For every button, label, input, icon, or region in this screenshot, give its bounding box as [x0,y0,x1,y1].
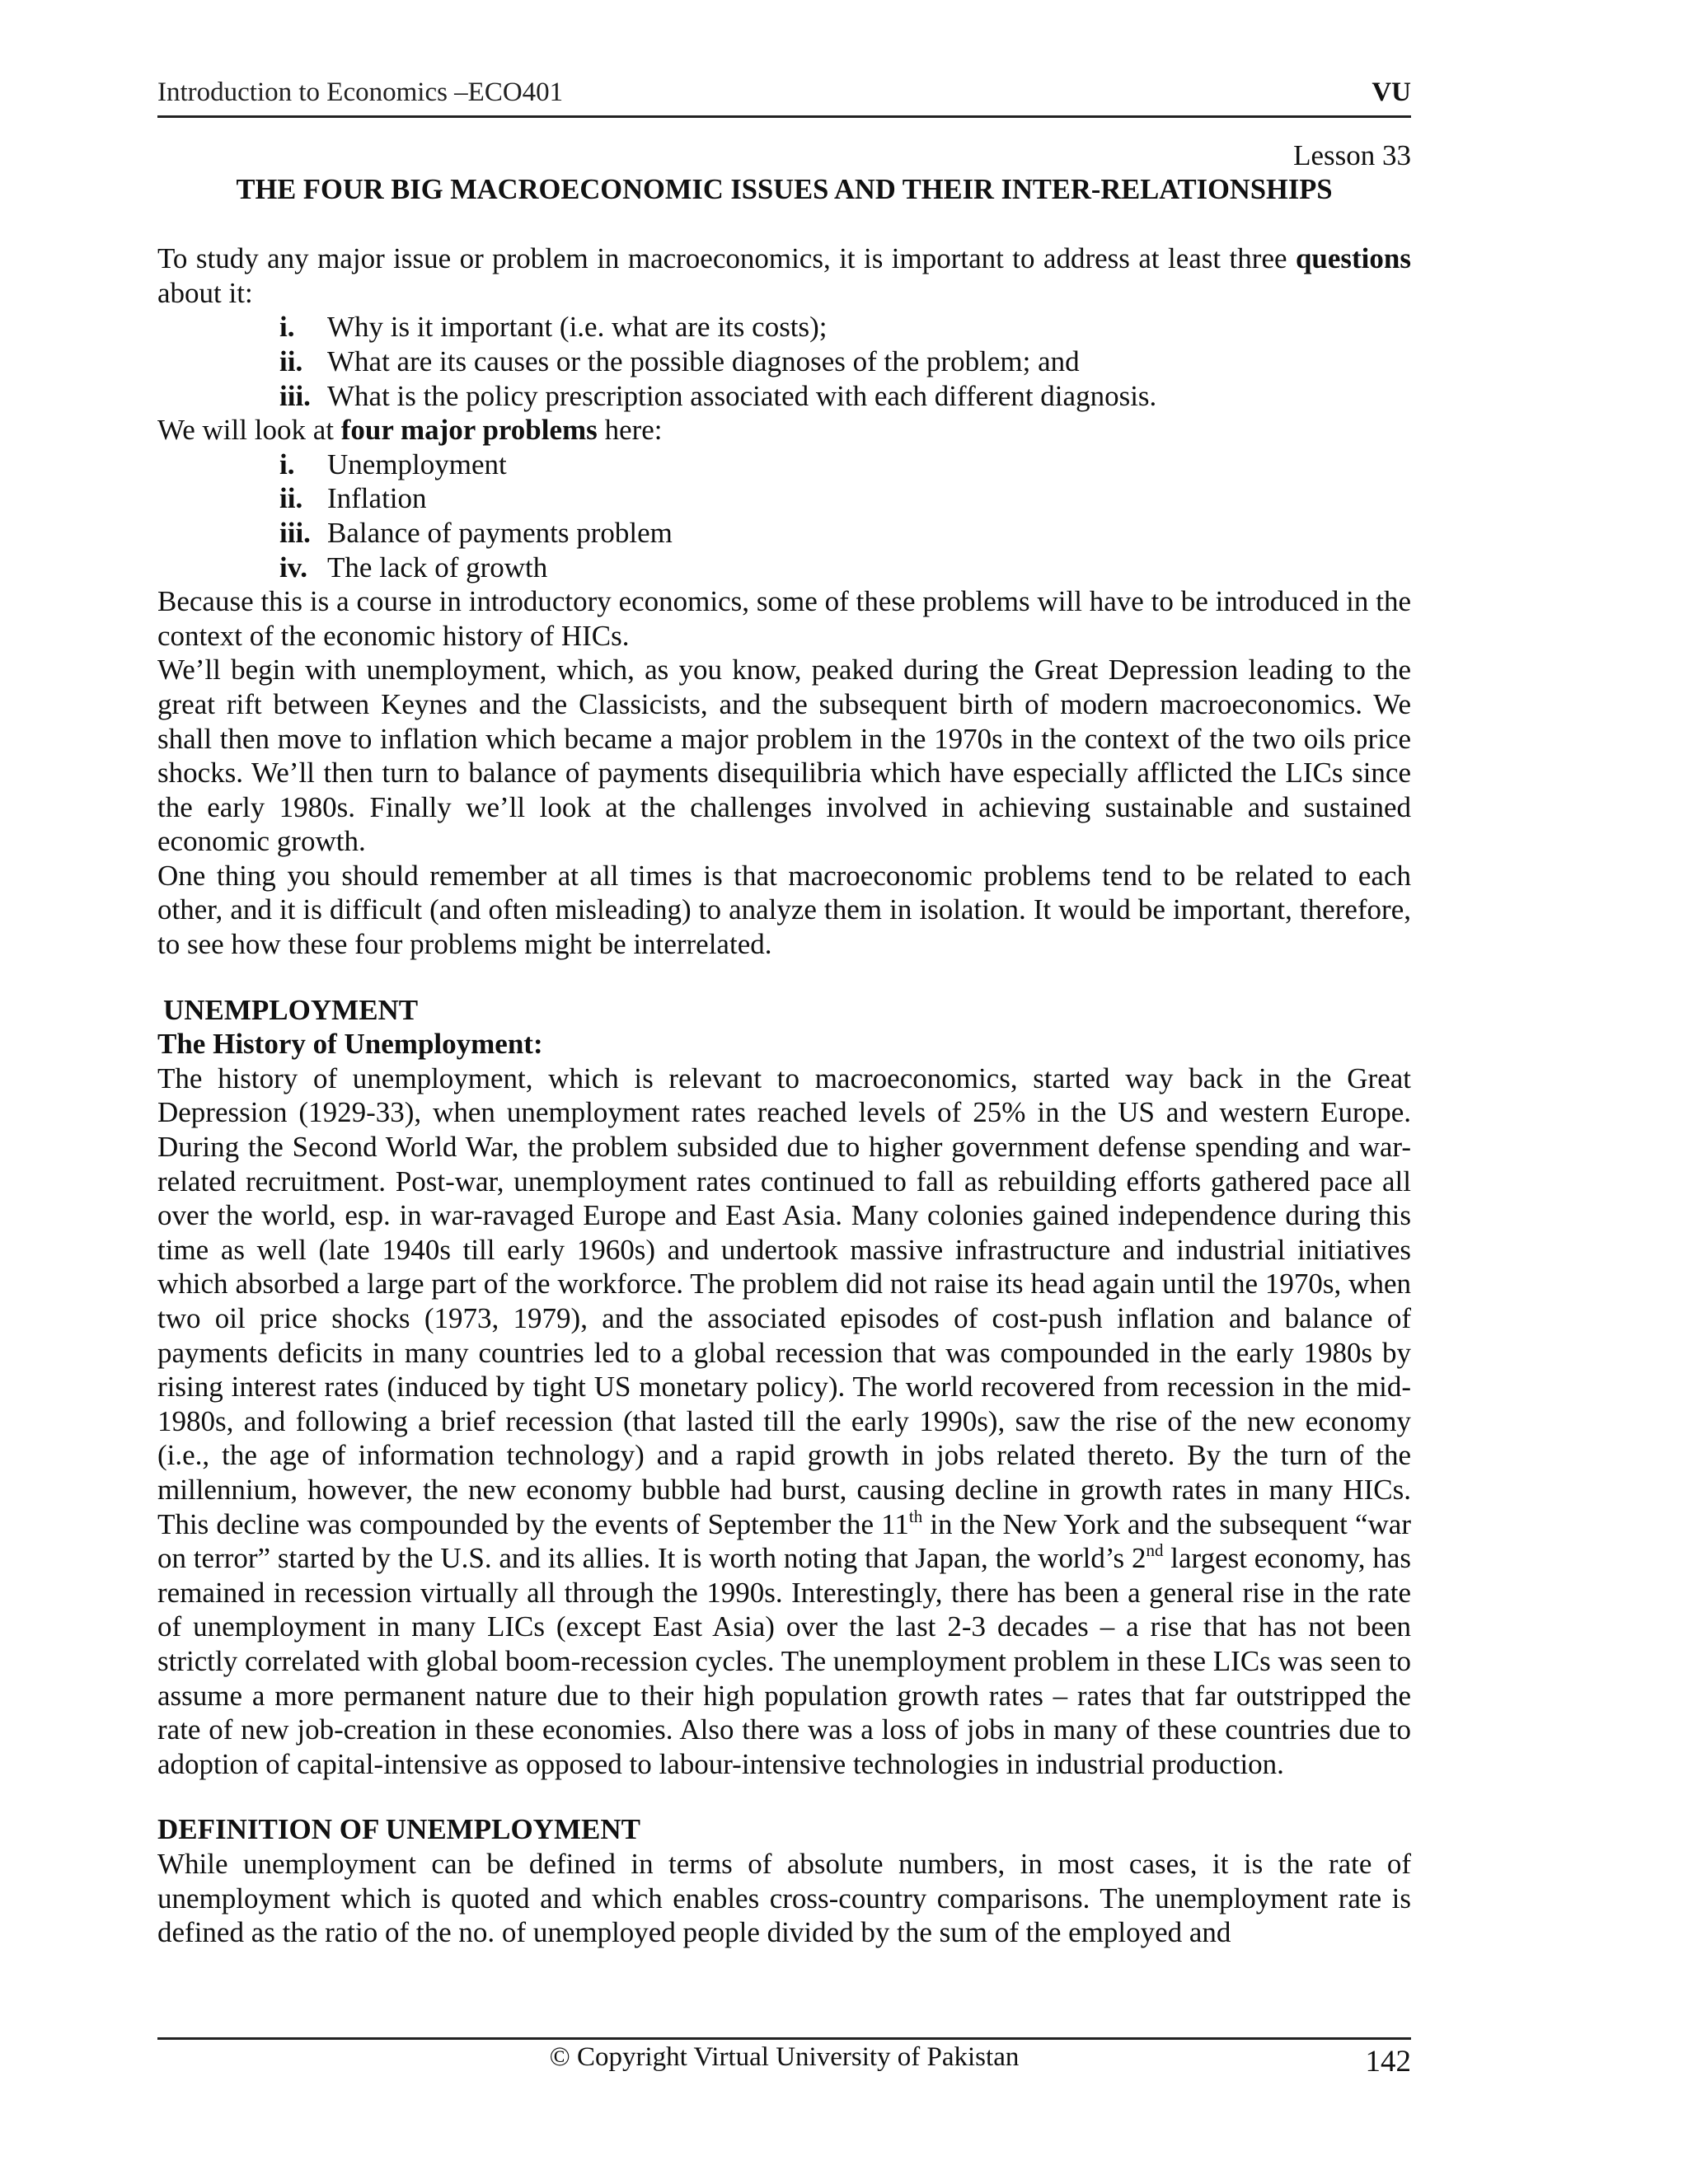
list-text: Unemployment [327,448,507,480]
problems-text-end: here: [597,414,663,447]
list-number: iv. [279,551,308,583]
list-text: Why is it important (i.e. what are its costs); [327,311,828,344]
copyright-notice: © Copyright Virtual University of Pakistan [549,2042,1020,2072]
history-text-3: largest economy, has remained in recession virtually all through the 1990s. Interestingly, there has been a general rise in the rate of unemployment in many LICs (except East Asia) over the last 2-3 decades – a rise that has not been strictly correlated with global boom-recession cycles. The unemployment problem in these LICs was seen to assume a more permanent nature due to their high population growth rates – rates that far outstripped the rate of new job-creation in these economies. Also there was a loss of jobs in many of these countries due to adoption of capital-intensive as opposed to labour-intensive technologies in industrial production. [157,1542,1411,1780]
lesson-number: Lesson 33 [1293,139,1411,171]
section-heading-unemployment: UNEMPLOYMENT [163,993,419,1026]
list-number: i. [279,448,295,480]
page-title: THE FOUR BIG MACROECONOMIC ISSUES AND THEIR INTER-RELATIONSHIPS [236,173,1333,205]
list-number: iii. [279,516,311,549]
paragraph-definition: While unemployment can be defined in terms of absolute numbers, in most cases, it is the rate of unemployment which is quoted and which enables cross-country comparisons. The unemployment rate is defined as the ratio of the no. of unemployed people divided by the sum of the employed and [157,1847,1411,1949]
list-item [157,448,1411,482]
problems-list [157,448,1411,584]
history-text-2: in the New York and the subsequent “war on terror” started by the U.S. and its allies. It is worth noting that Japan, the world’s 2 [157,1507,1411,1575]
problems-intro [157,413,1411,448]
spacer [157,1781,1411,1812]
institution-label: VU [1372,77,1411,107]
footer-divider [157,2037,1411,2040]
subheading-history: The History of Unemployment: [157,1028,543,1061]
list-text: The lack of growth [327,551,548,583]
intro-text-start: To study any major issue or problem in macroeconomics, it is important to address at least three [157,242,1296,275]
page-footer [157,2042,1411,2079]
list-item [157,551,1411,585]
spacer [157,962,1411,993]
paragraph-remember: One thing you should remember at all times is that macroeconomic problems tend to be related to each other, and it is difficult (and often misleading) to analyze them in isolation. It would be important, therefore, to see how these four problems might be interrelated. [157,859,1411,961]
paragraph-history [157,1062,1411,1781]
page-content [157,138,1411,1950]
list-item [157,310,1411,344]
questions-list [157,310,1411,413]
intro-text-end: about it: [157,276,253,309]
list-item [157,344,1411,379]
list-number: iii. [279,379,311,412]
history-text-1: The history of unemployment, which is relevant to macroeconomics, started way back in the Great Depression (1929-33), when unemployment rates reached levels of 25% in the US and western Europe. During the Second World War, the problem subsided due to higher government defense spending and war-related recruitment. Post-war, unemployment rates continued to fall as rebuilding efforts gathered pace all over the world, esp. in war-ravaged Europe and East Asia. Many colonies gained independence during this time as well (late 1940s till early 1960s) and undertook massive infrastructure and industrial initiatives which absorbed a large part of the workforce. The problem did not raise its head again until the 1970s, when two oil price shocks (1973, 1979), and the associated episodes of cost-push inflation and balance of payments deficits in many countries led to a global recession that was compounded in the early 1980s by rising interest rates (induced by tight US monetary policy). The world recovered from recession in the mid-1980s, and following a brief recession (that lasted till the early 1990s), saw the rise of the new economy (i.e., the age of information technology) and a rapid growth in jobs related thereto. By the turn of the millennium, however, the new economy bubble had burst, causing decline in growth rates in many HICs. This decline was compounded by the events of September the 11 [157,1062,1411,1540]
section-heading-definition: DEFINITION OF UNEMPLOYMENT [157,1813,640,1846]
page-header [157,76,1411,118]
list-number: ii. [279,482,303,515]
problems-bold: four major problems [340,414,598,447]
list-text: What are its causes or the possible diagnoses of the problem; and [327,344,1080,377]
course-title: Introduction to Economics –ECO401 [157,77,564,107]
list-item [157,481,1411,516]
list-item [157,379,1411,414]
list-number: ii. [279,344,303,377]
spacer [157,207,1411,241]
intro-paragraph [157,241,1411,310]
page-number: 142 [1365,2045,1411,2079]
list-text: Balance of payments problem [327,516,673,549]
list-text: Inflation [327,482,427,515]
intro-bold: questions [1295,242,1411,275]
superscript-nd: nd [1146,1540,1164,1561]
problems-text-start: We will look at [157,414,341,447]
list-text: What is the policy prescription associated with each different diagnosis. [327,379,1157,412]
paragraph-course: Because this is a course in introductory economics, some of these problems will have to be introduced in the context of the economic history of HICs. [157,585,1411,652]
list-item [157,516,1411,551]
paragraph-begin: We’ll begin with unemployment, which, as you know, peaked during the Great Depression leading to the great rift between Keynes and the Classicists, and the subsequent birth of modern macroeconomics. We shall then move to inflation which became a major problem in the 1970s in the context of the two oils price shocks. We’ll then turn to balance of payments disequilibria which have especially afflicted the LICs since the early 1980s. Finally we’ll look at the challenges involved in achieving sustainable and sustained economic growth. [157,654,1411,858]
superscript-th: th [908,1506,923,1526]
list-number: i. [279,311,295,344]
